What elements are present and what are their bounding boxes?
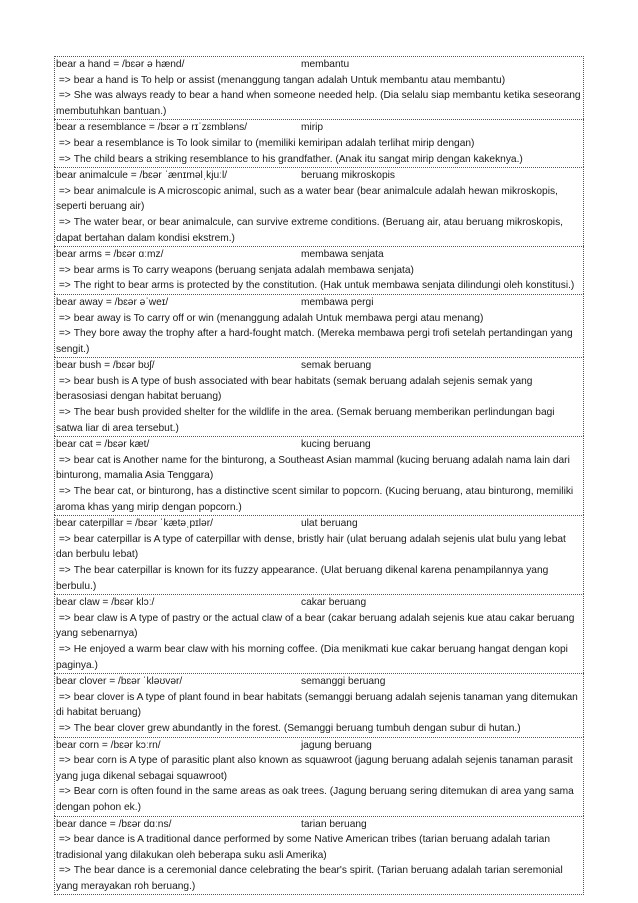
- entry-term: bear claw = /bɛər klɔː/: [56, 597, 155, 609]
- entry-example: => They bore away the trophy after a hard-fought match. (Mereka membawa pergi trofi setelah pertandingan yang sengit.): [56, 328, 573, 355]
- entry-translation: jagung beruang: [301, 739, 372, 751]
- entry-example: => The bear caterpillar is known for its fuzzy appearance. (Ulat beruang dikenal karena penampilannya yang berbulu.): [56, 565, 549, 592]
- entry-bear-corn: [54, 737, 584, 816]
- entry-example: => The water bear, or bear animalcule, can survive extreme conditions. (Beruang air, atau beruang mikroskopis, dapat bertahan dalam kondisi ekstrem.): [56, 216, 563, 244]
- entry-term: bear cat = /bɛər kæt/: [56, 439, 150, 451]
- entry-bear-dance: [54, 816, 584, 896]
- entry-example: => The child bears a striking resemblance to his grandfather. (Anak itu sangat mirip dengan kakeknya.): [58, 153, 523, 165]
- entry-translation: semanggi beruang: [301, 676, 386, 688]
- entry-bear-bush: [54, 357, 584, 436]
- entry-definition: => bear a resemblance is To look similar to (memiliki kemiripan adalah terlihat mirip dengan): [58, 137, 475, 149]
- entry-translation: membawa pergi: [301, 296, 374, 308]
- entry-definition: => bear bush is A type of bush associated with bear habitats (semak beruang adalah sejenis semak yang berasosiasi dengan habitat beruang): [56, 375, 533, 403]
- entry-bear-animalcule: [54, 167, 584, 246]
- entry-term: bear a resemblance = /bɛər ə rɪˈzɛmbləns/: [56, 122, 248, 134]
- entry-term: bear a hand = /bɛər ə hænd/: [56, 59, 185, 70]
- entry-example: => The right to bear arms is protected by the constitution. (Hak untuk membawa senjata dilindungi oleh konstitusi.): [58, 280, 575, 292]
- entry-term: bear animalcule = /bɛər ˈænɪməlˌkjuːl/: [56, 170, 228, 182]
- entry-translation: membawa senjata: [301, 249, 384, 261]
- entry-example: => Bear corn is often found in the same areas as oak trees. (Jagung beruang sering ditemukan di area yang sama dengan pohon ek.): [56, 786, 574, 813]
- entry-bear-cat: [54, 436, 584, 515]
- entry-example: => He enjoyed a warm bear claw with his morning coffee. (Dia menikmati kue cakar beruang hangat dengan kopi paginya.): [56, 643, 568, 671]
- entry-definition: => bear animalcule is A microscopic animal, such as a water bear (bear animalcule adalah hewan mikroskopis, seperti beruang air): [56, 185, 558, 213]
- entry-term: bear dance = /bɛər dɑːns/: [56, 818, 172, 830]
- entry-term: bear caterpillar = /bɛər ˈkætəˌpɪlər/: [56, 518, 213, 530]
- entry-translation: ulat beruang: [301, 518, 358, 530]
- entry-example: => She was always ready to bear a hand when someone needed help. (Dia selalu siap membantu ketika seseorang membutuhkan bantuan.): [56, 90, 581, 117]
- entry-bear-arms: [54, 246, 584, 294]
- entry-term: bear away = /bɛər əˈweɪ/: [56, 296, 169, 308]
- entry-translation: cakar beruang: [301, 597, 367, 609]
- entry-translation: beruang mikroskopis: [301, 170, 395, 182]
- entry-bear-a-resemblance: [54, 119, 584, 167]
- entry-term: bear bush = /bɛər bʊʃ/: [56, 360, 155, 372]
- entry-bear-away: [54, 294, 584, 357]
- entry-translation: tarian beruang: [301, 818, 367, 830]
- entry-term: bear clover = /bɛər ˈkləʊvər/: [56, 676, 183, 688]
- entry-translation: semak beruang: [301, 360, 372, 372]
- entry-translation: mirip: [301, 122, 324, 134]
- entry-example: => The bear cat, or binturong, has a distinctive scent similar to popcorn. (Kucing beruang, atau binturong, memiliki aroma khas yang mirip dengan popcorn.): [56, 486, 574, 513]
- entry-bear-claw: [54, 594, 584, 673]
- entry-definition: => bear a hand is To help or assist (menanggung tangan adalah Untuk membantu atau membantu): [58, 74, 506, 86]
- entry-definition: => bear dance is A traditional dance performed by some Native American tribes (tarian beruang adalah tarian tradisional yang dilakukan oleh beberapa suku asli Amerika): [56, 834, 551, 861]
- entry-translation: kucing beruang: [301, 439, 371, 451]
- entry-definition: => bear arms is To carry weapons (beruang senjata adalah membawa senjata): [58, 264, 414, 276]
- entry-term: bear corn = /bɛər kɔːrn/: [56, 739, 161, 751]
- entry-definition: => bear clover is A type of plant found in bear habitats (semanggi beruang adalah sejenis tanaman yang ditemukan di habitat beruang): [56, 691, 578, 719]
- entry-example: => The bear bush provided shelter for the wildlife in the area. (Semak beruang memberikan perlindungan bagi satwa liar di area tersebut.): [56, 407, 555, 434]
- entry-translation: membantu: [301, 59, 350, 70]
- entry-bear-clover: [54, 673, 584, 736]
- entry-bear-a-hand: [54, 56, 584, 119]
- entry-bear-caterpillar: [54, 515, 584, 594]
- entry-definition: => bear claw is A type of pastry or the actual claw of a bear (cakar beruang adalah sejenis kue atau cakar beruang yang sebenarnya): [56, 612, 575, 640]
- vocabulary-list: [54, 56, 584, 895]
- entry-definition: => bear away is To carry off or win (menanggung adalah Untuk membawa pergi atau menang): [58, 312, 484, 324]
- entry-definition: => bear caterpillar is A type of caterpillar with dense, bristly hair (ulat beruang adalah sejenis ulat bulu yang lebat dan berbulu lebat): [56, 533, 566, 561]
- entry-definition: => bear corn is A type of parasitic plant also known as squawroot (jagung beruang adalah sejenis tanaman parasit yang juga dikenal sebagai squawroot): [56, 755, 573, 782]
- entry-example: => The bear dance is a ceremonial dance celebrating the bear's spirit. (Tarian beruang adalah tarian seremonial yang merayakan roh beruang.): [56, 865, 563, 892]
- entry-example: => The bear clover grew abundantly in the forest. (Semanggi beruang tumbuh dengan subur di hutan.): [58, 722, 521, 734]
- entry-definition: => bear cat is Another name for the binturong, a Southeast Asian mammal (kucing beruang adalah nama lain dari binturong, mamalia Asia Tenggara): [56, 454, 570, 482]
- entry-term: bear arms = /bɛər ɑːmz/: [56, 249, 164, 261]
